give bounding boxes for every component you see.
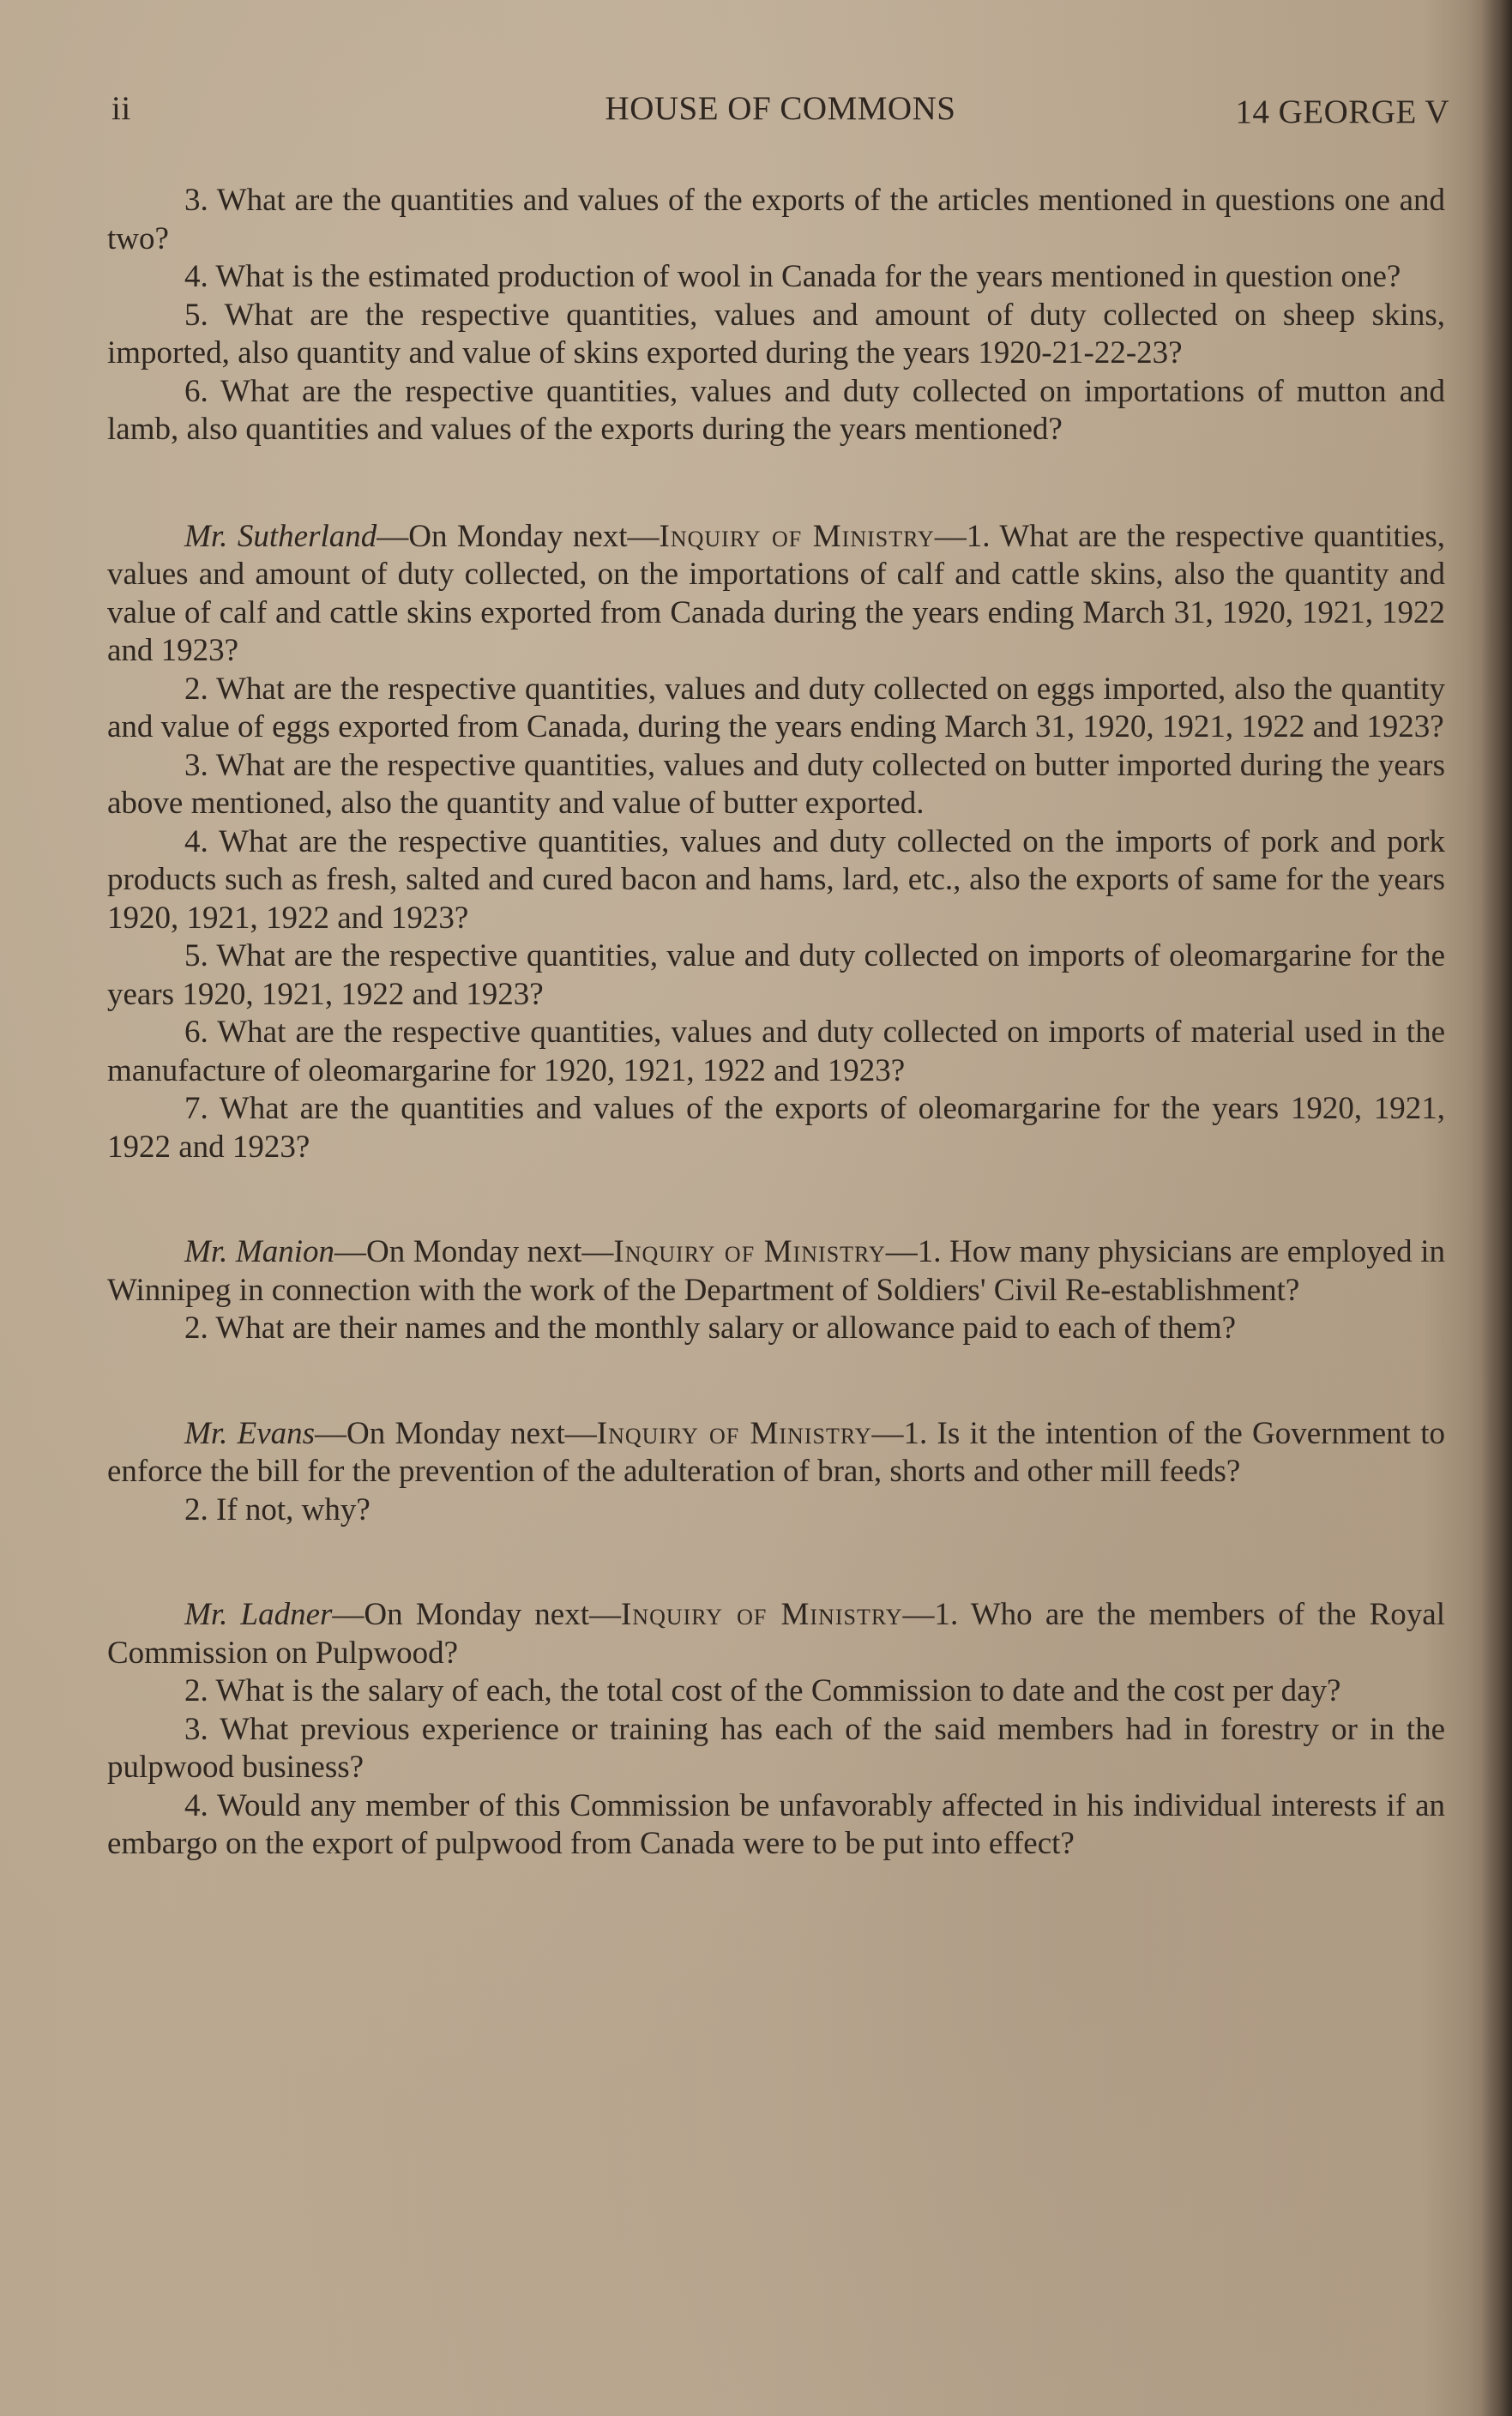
question-paragraph: 3. What previous experience or training has each of the said members had in forestry or in the pulpwood business?: [107, 1711, 1445, 1785]
notice-opening-paragraph: [107, 518, 1445, 671]
running-header: [111, 89, 1449, 141]
notice-prefix: —On Monday next—: [334, 1234, 614, 1269]
member-name: Mr. Manion: [184, 1234, 335, 1269]
question-paragraph: 5. What are the respective quantities, values and amount of duty collected on sheep skins, imported, also quantity and value of skins exported during the years 1920-21-22-23?: [107, 297, 1445, 371]
question-text: —1. What are the respective quantities, values and amount of duty collected, on the importations of calf and cattle skins, also the quantity and value of calf and cattle skins exported from Canada during the years ending March 31, 1920, 1921, 1922 and 1923?: [107, 518, 1445, 668]
question-text: —1. How many physicians are employed in Winnipeg in connection with the work of the Department of Soldiers' Civil Re-establishment?: [107, 1234, 1446, 1308]
question-paragraph: 2. If not, why?: [184, 1491, 370, 1527]
page-title: HOUSE OF COMMONS: [605, 90, 956, 127]
question-paragraph: 3. What are the quantities and values of the exports of the articles mentioned in questions one and two?: [107, 183, 1445, 256]
question-paragraph: 6. What are the respective quantities, values and duty collected on importations of mutton and lamb, also quantities and values of the exports during the years mentioned?: [107, 373, 1445, 447]
question-paragraph: 7. What are the quantities and values of the exports of oleomargarine for the years 1920, 1921, 1922 and 1923?: [107, 1091, 1445, 1165]
notice-prefix: —On Monday next—: [332, 1597, 621, 1632]
notice-opening-paragraph: [107, 1233, 1445, 1310]
inquiry-label: Inquiry of Ministry: [659, 518, 935, 554]
binding-edge: [1481, 0, 1512, 2416]
question-text: —1. Is it the intention of the Government to enforce the bill for the prevention of the adulteration of bran, shorts and other mill feeds?: [107, 1415, 1445, 1489]
member-name: Mr. Evans: [184, 1415, 316, 1451]
question-paragraph: 3. What are the respective quantities, values and duty collected on butter imported during the years above mentioned, also the quantity and value of butter exported.: [107, 747, 1445, 821]
notice-opening-paragraph: [107, 1415, 1445, 1491]
page-folio: ii: [111, 90, 131, 127]
question-paragraph: 2. What is the salary of each, the total cost of the Commission to date and the cost per day?: [184, 1673, 1341, 1708]
question-paragraph: 6. What are the respective quantities, values and duty collected on imports of material used in the manufacture of oleomargarine for 1920, 1921, 1922 and 1923?: [107, 1015, 1445, 1088]
question-paragraph: 4. Would any member of this Commission be unfavorably affected in his individual interests if an embargo on the export of pulpwood from Canada were to be put into effect?: [107, 1787, 1445, 1861]
question-text: —1. Who are the members of the Royal Commission on Pulpwood?: [107, 1597, 1445, 1671]
session-label: 14 GEORGE V: [1235, 93, 1449, 130]
member-name: Mr. Sutherland: [184, 518, 377, 554]
member-name: Mr. Ladner: [184, 1597, 333, 1632]
notice-opening-paragraph: [107, 1596, 1445, 1672]
question-paragraph: 2. What are their names and the monthly salary or allowance paid to each of them?: [184, 1310, 1237, 1346]
question-paragraph: 4. What are the respective quantities, values and duty collected on the imports of pork and pork products such as fresh, salted and cured bacon and hams, lard, etc., also the exports of same for the years 1920, 1921, 1922 and 1923?: [107, 823, 1445, 936]
notice-prefix: —On Monday next—: [315, 1415, 597, 1451]
question-paragraph: 4. What is the estimated production of wool in Canada for the years mentioned in question one?: [184, 259, 1401, 294]
question-paragraph: 2. What are the respective quantities, values and duty collected on eggs imported, also the quantity and value of eggs exported from Canada, during the years ending March 31, 1920, 1921, 1922 and 1923?: [107, 671, 1445, 744]
inquiry-label: Inquiry of Ministry: [596, 1415, 872, 1451]
page-body: [107, 182, 1445, 1864]
inquiry-label: Inquiry of Ministry: [620, 1597, 903, 1632]
inquiry-label: Inquiry of Ministry: [613, 1234, 886, 1269]
notice-prefix: —On Monday next—: [376, 518, 660, 554]
question-paragraph: 5. What are the respective quantities, value and duty collected on imports of oleomargarine for the years 1920, 1921, 1922 and 1923?: [107, 938, 1445, 1012]
